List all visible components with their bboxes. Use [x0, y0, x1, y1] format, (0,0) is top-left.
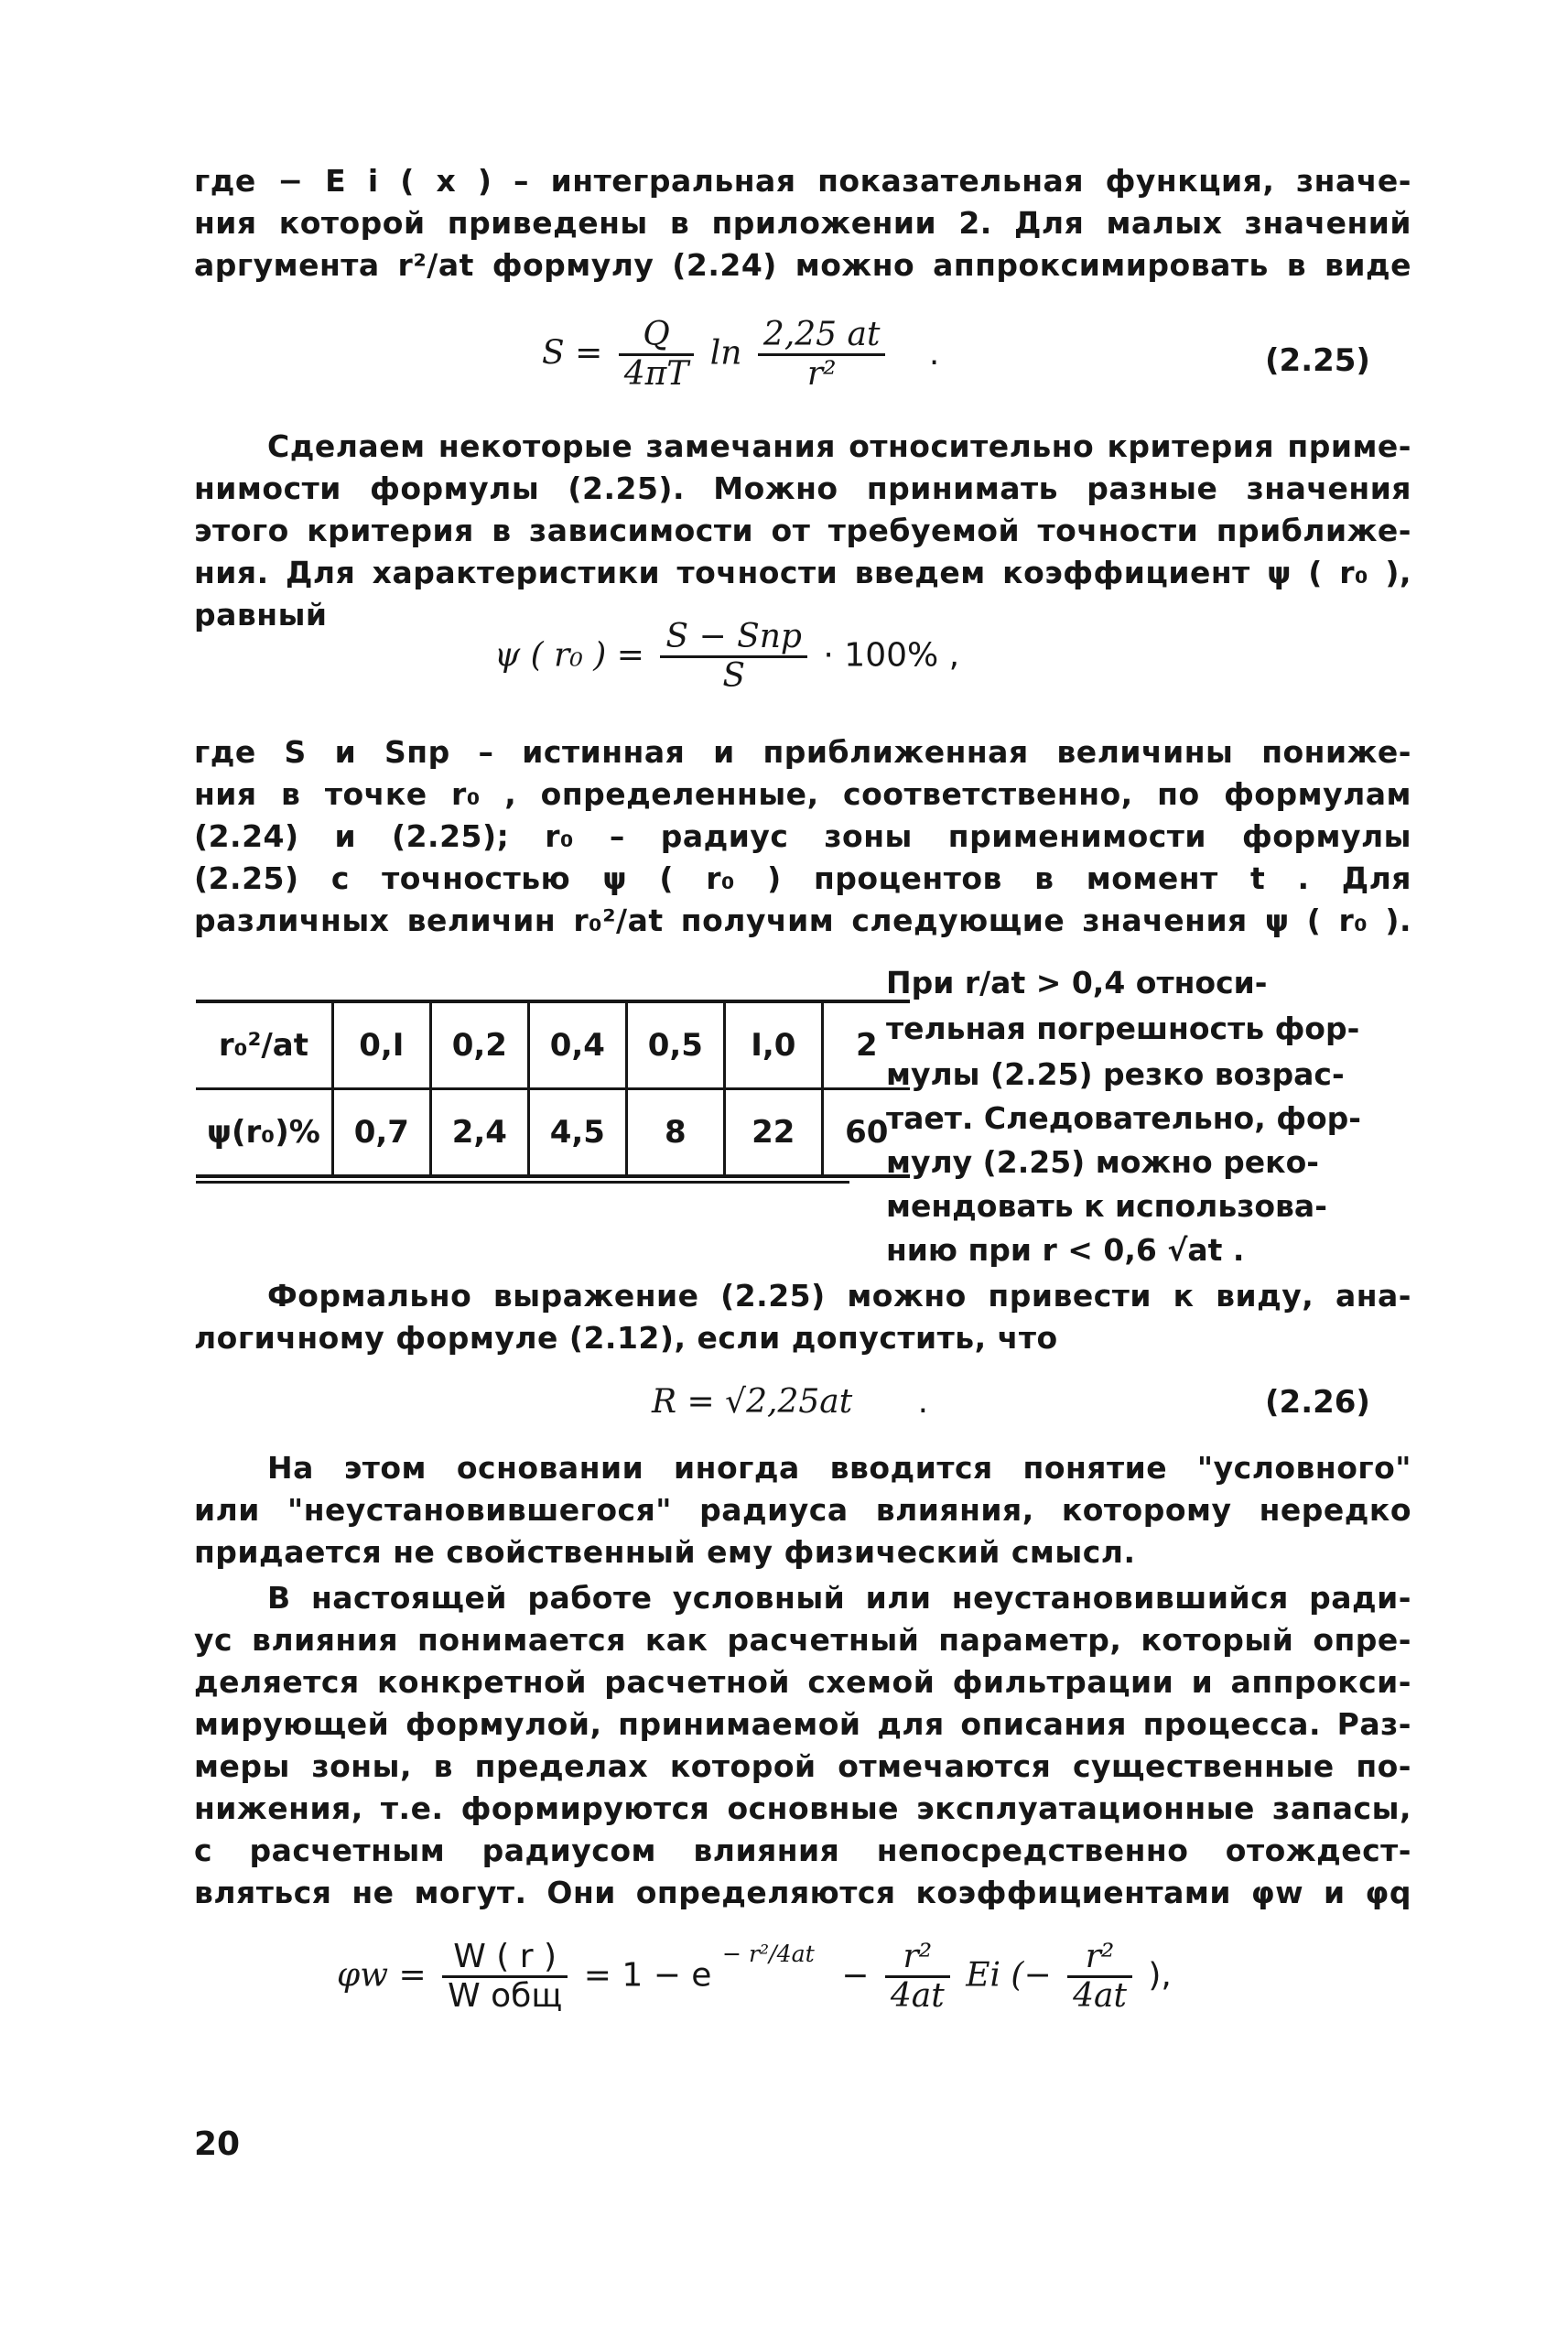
text-line: нимости формулы (2.25). Можно принимать разные значения — [194, 470, 1411, 506]
eq-tail: · 100% , — [823, 636, 960, 675]
eq-dot: . — [928, 334, 940, 373]
text-line: различных величин r₀²/at получим следующие значения ψ ( r₀ ). — [194, 903, 1411, 938]
eq-numerator: Q — [619, 317, 695, 356]
table-cell: 4,5 — [528, 1089, 626, 1177]
text-line: меры зоны, в пределах которой отмечаются существенные по- — [194, 1748, 1411, 1784]
side-text-line: тает. Следовательно, фор- — [886, 1100, 1361, 1136]
eq-ei: Ei (− — [966, 1956, 1052, 1995]
table-cell: I,0 — [724, 1001, 822, 1089]
table-row — [196, 1001, 910, 1089]
text-line: (2.25) с точностью ψ ( r₀ ) процентов в момент t . Для — [194, 860, 1411, 896]
text-line: (2.24) и (2.25); r₀ – радиус зоны применимости формулы — [194, 818, 1411, 854]
table-cell: 0,5 — [626, 1001, 724, 1089]
text-line: Сделаем некоторые замечания относительно критерия приме- — [267, 428, 1411, 464]
text-line: ния в точке r₀ , определенные, соответственно, по формулам — [194, 776, 1411, 812]
eq-dot: . — [917, 1383, 929, 1421]
eq-fraction — [619, 317, 695, 393]
table-cell: 2,4 — [430, 1089, 528, 1177]
eq-lhs: ψ ( r₀ ) = — [494, 636, 644, 675]
text-line: аргумента r²/at формулу (2.24) можно аппроксимировать в виде — [194, 247, 1411, 283]
text-line: придается не свойственный ему физический смысл. — [194, 1534, 1136, 1570]
text-line: или "неустановившегося" радиуса влияния, которому нередко — [194, 1492, 1411, 1528]
eq-numerator: S − Sпр — [660, 619, 807, 658]
equation-number: (2.26) — [1265, 1384, 1370, 1421]
text-line: с расчетным радиусом влияния непосредственно отождест- — [194, 1833, 1411, 1868]
equation-number: (2.25) — [1265, 342, 1370, 379]
side-text-line: При r/at > 0,4 относи- — [886, 965, 1268, 1000]
eq-body: R = √2,25at — [652, 1383, 853, 1421]
eq-fraction — [660, 619, 807, 695]
equation-2-25 — [542, 317, 939, 393]
eq-numerator: r² — [885, 1939, 950, 1978]
eq-numerator: r² — [1067, 1939, 1132, 1978]
eq-fraction — [758, 317, 886, 393]
eq-fraction — [442, 1939, 568, 2015]
eq-denominator: 4πT — [623, 355, 689, 393]
text-line: В настоящей работе условный или неустановившийся ради- — [267, 1580, 1411, 1616]
side-text-line: нию при r < 0,6 √at . — [886, 1232, 1245, 1268]
text-line: На этом основании иногда вводится понятие "условного" — [267, 1450, 1411, 1486]
side-text-line: мендовать к использова- — [886, 1188, 1327, 1224]
text-line: ус влияния понимается как расчетный параметр, который опре- — [194, 1622, 1411, 1658]
eq-denominator: 4at — [890, 1977, 945, 2015]
text-line: этого критерия в зависимости от требуемой точности приближе- — [194, 513, 1411, 548]
table-cell: 22 — [724, 1089, 822, 1177]
eq-mid: = 1 − e — [583, 1956, 712, 1995]
eq-exponent: − r²/4at — [721, 1940, 815, 1967]
side-text-line: мулу (2.25) можно реко- — [886, 1144, 1319, 1180]
eq-close: ), — [1148, 1956, 1172, 1995]
eq-denominator: 4at — [1073, 1977, 1127, 2015]
text-line: деляется конкретной расчетной схемой фильтрации и аппрокси- — [194, 1664, 1411, 1700]
equation-psi — [494, 619, 959, 695]
text-line: мирующей формулой, принимаемой для описания процесса. Раз- — [194, 1706, 1411, 1742]
eq-minus: − — [841, 1956, 870, 1995]
psi-values-table — [196, 1000, 910, 1178]
eq-fraction — [885, 1939, 950, 2015]
page-number: 20 — [194, 2125, 241, 2163]
text-line: вляться не могут. Они определяются коэффициентами φw и φq — [194, 1875, 1411, 1910]
text-line: ния. Для характеристики точности введем коэффициент ψ ( r₀ ), — [194, 555, 1411, 590]
text-line: логичному формуле (2.12), если допустить, что — [194, 1320, 1058, 1356]
eq-ln: ln — [709, 334, 742, 373]
text-line: равный — [194, 597, 328, 633]
text-line: нижения, т.е. формируются основные эксплуатационные запасы, — [194, 1790, 1411, 1826]
row-header: ψ(r₀)% — [196, 1089, 332, 1177]
side-text-line: мулы (2.25) резко возрас- — [886, 1056, 1345, 1092]
text-line: где S и Sпр – истинная и приближенная величины пониже- — [194, 734, 1411, 770]
eq-denominator: r² — [806, 355, 837, 393]
equation-phi-w — [337, 1939, 1172, 2015]
text-line: Формально выражение (2.25) можно привести к виду, ана- — [267, 1278, 1411, 1314]
table-cell: 0,I — [332, 1001, 430, 1089]
eq-lhs: S = — [542, 334, 603, 373]
eq-numerator: 2,25 at — [758, 317, 886, 356]
equation-2-26 — [652, 1380, 928, 1424]
table-row — [196, 1089, 910, 1177]
table-cell: 0,2 — [430, 1001, 528, 1089]
table-bottom-rule — [196, 1181, 849, 1184]
table-cell: 60 — [822, 1089, 910, 1177]
row-header: r₀²/at — [196, 1001, 332, 1089]
eq-lhs: φw = — [337, 1956, 427, 1995]
table-cell: 2 — [822, 1001, 910, 1089]
eq-numerator: W ( r ) — [442, 1939, 568, 1978]
text-line: ния которой приведены в приложении 2. Для малых значений — [194, 205, 1411, 241]
table-cell: 0,4 — [528, 1001, 626, 1089]
eq-denominator: S — [722, 657, 745, 695]
eq-denominator: W общ — [448, 1977, 563, 2015]
text-line: где − E i ( x ) – интегральная показательная функция, значе- — [194, 163, 1411, 199]
side-text-line: тельная погрешность фор- — [886, 1011, 1360, 1046]
table-cell: 8 — [626, 1089, 724, 1177]
table-cell: 0,7 — [332, 1089, 430, 1177]
eq-fraction — [1067, 1939, 1132, 2015]
